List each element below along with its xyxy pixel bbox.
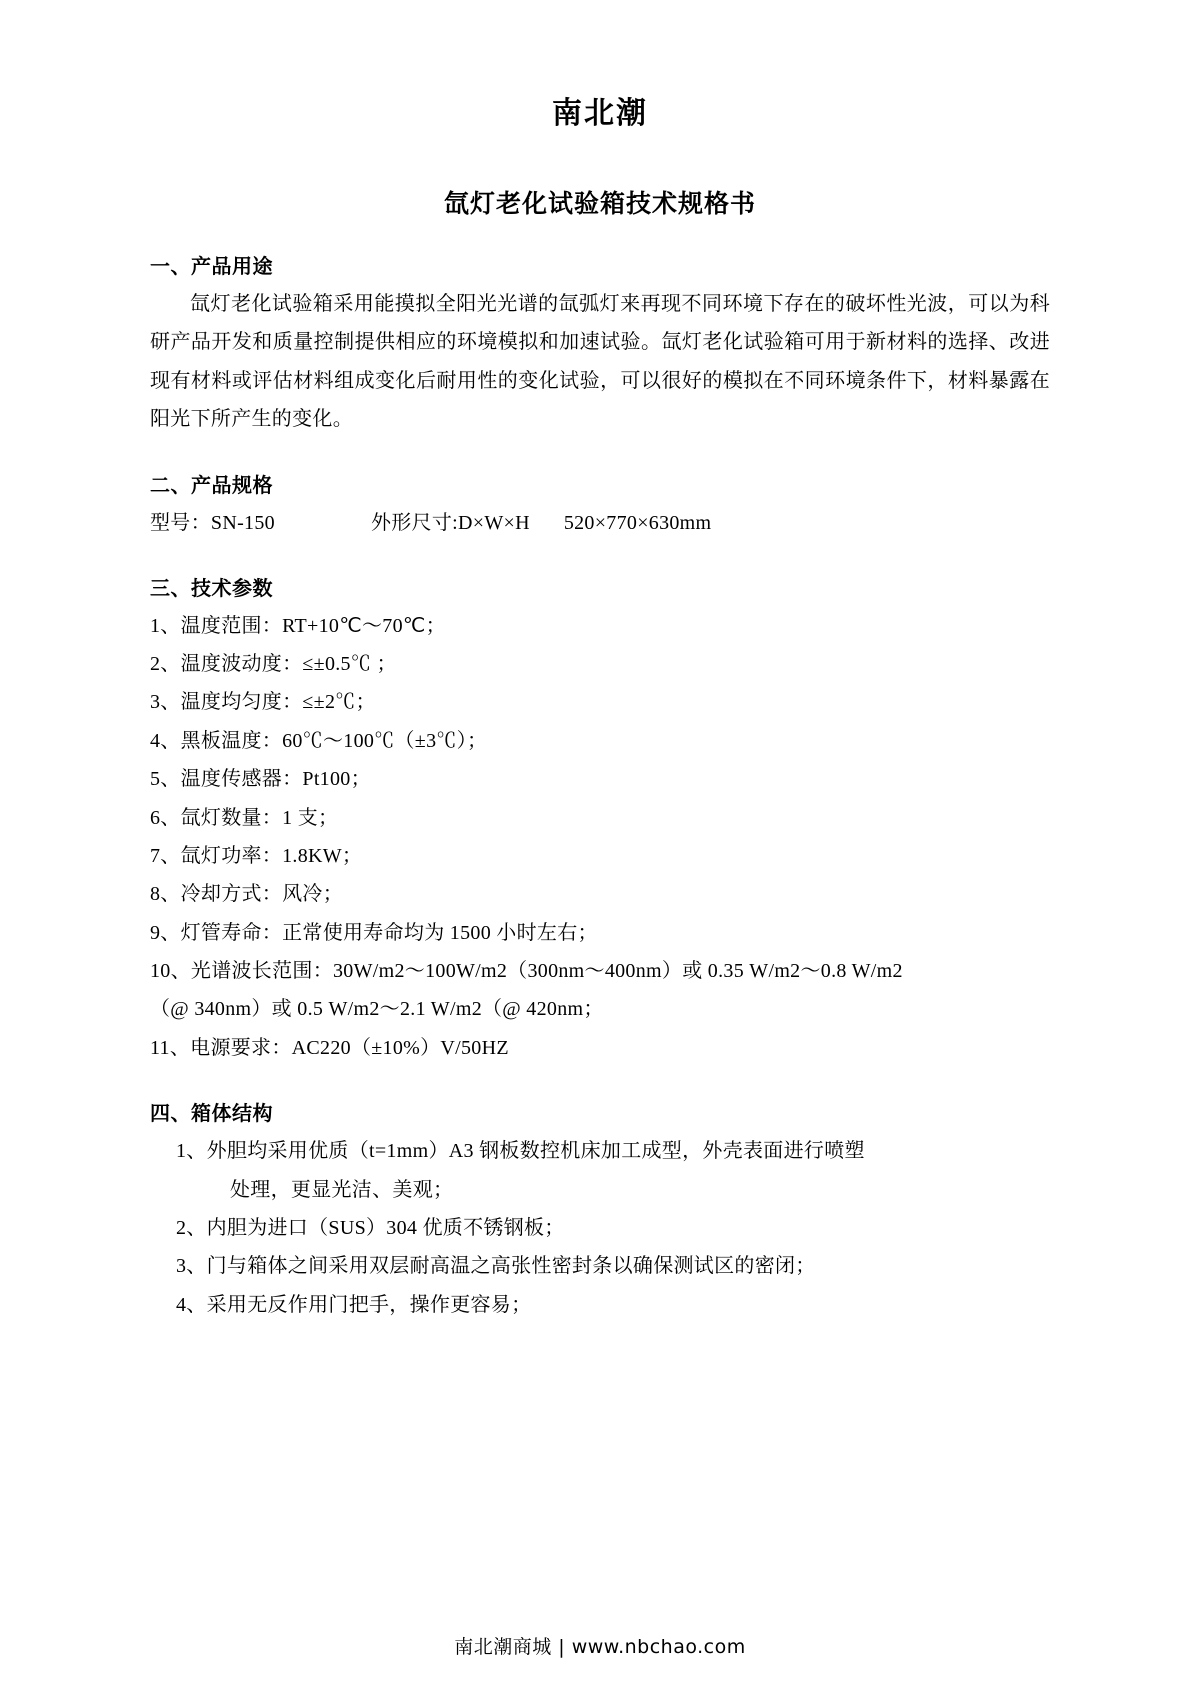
param-item: 3、温度均匀度：≤±2℃； (150, 691, 376, 714)
param-item (150, 952, 1050, 1029)
param-item: 1、温度范围：RT+10℃～70℃； (150, 614, 446, 637)
section-heading-structure: 四、箱体结构 (150, 1101, 273, 1126)
model-label: 型号： (150, 511, 211, 534)
section-heading-usage: 一、产品用途 (150, 254, 273, 278)
structure-item: 4、采用无反作用门把手，操作更容易； (176, 1293, 532, 1316)
page-footer: 南北潮商城 | www.nbchao.com (454, 1636, 746, 1658)
section-heading-spec: 二、产品规格 (150, 472, 273, 497)
param-item: 5、温度传感器：Pt100； (150, 768, 371, 791)
param-item: 9、灯管寿命：正常使用寿命均为 1500 小时左右； (150, 921, 598, 944)
dimension-value: 520×770×630mm (563, 511, 712, 534)
structure-item-line: 1、外胆均采用优质（t=1mm）A3 钢板数控机床加工成型，外壳表面进行喷塑 (176, 1140, 865, 1163)
model-value: SN-150 (210, 511, 275, 534)
structure-item: 3、门与箱体之间采用双层耐高温之高张性密封条以确保测试区的密闭； (176, 1255, 816, 1278)
param-item: 4、黑板温度：60℃～100℃（±3℃）； (150, 729, 488, 752)
structure-item: 2、内胆为进口（SUS）304 优质不锈钢板； (176, 1217, 565, 1240)
dimension-label: 外形尺寸:D×W×H (370, 511, 530, 534)
param-item: 6、氙灯数量：1 支； (150, 806, 339, 829)
company-title: 南北潮 (552, 96, 648, 131)
param-item: 11、电源要求：AC220（±10%）V/50HZ (150, 1036, 509, 1059)
param-item-line: 10、光谱波长范围：30W/m2～100W/m2（300nm～400nm）或 0.35 W/m2～0.8 W/m2 (150, 960, 903, 983)
spec-line (150, 504, 1050, 542)
param-item: 8、冷却方式：风冷； (150, 883, 343, 906)
structure-item (150, 1132, 1050, 1209)
usage-paragraph: 氙灯老化试验箱采用能摸拟全阳光光谱的氙弧灯来再现不同环境下存在的破坏性光波，可以为科研产品开发和质量控制提供相应的环境模拟和加速试验。氙灯老化试验箱可用于新材料的选择、改进现有材料或评估材料组成变化后耐用性的变化试验，可以很好的模拟在不同环境条件下，材料暴露在阳光下所产生的变化。 (150, 293, 1050, 431)
structure-item-line: 处理，更显光洁、美观； (230, 1178, 454, 1201)
section-heading-parameters: 三、技术参数 (150, 575, 273, 600)
param-item: 2、温度波动度：≤±0.5℃ ； (150, 652, 397, 675)
page-title: 氙灯老化试验箱技术规格书 (443, 189, 756, 218)
param-item-line: （@ 340nm）或 0.5 W/m2～2.1 W/m2（@ 420nm； (150, 998, 604, 1021)
param-item: 7、氙灯功率：1.8KW； (150, 844, 363, 867)
